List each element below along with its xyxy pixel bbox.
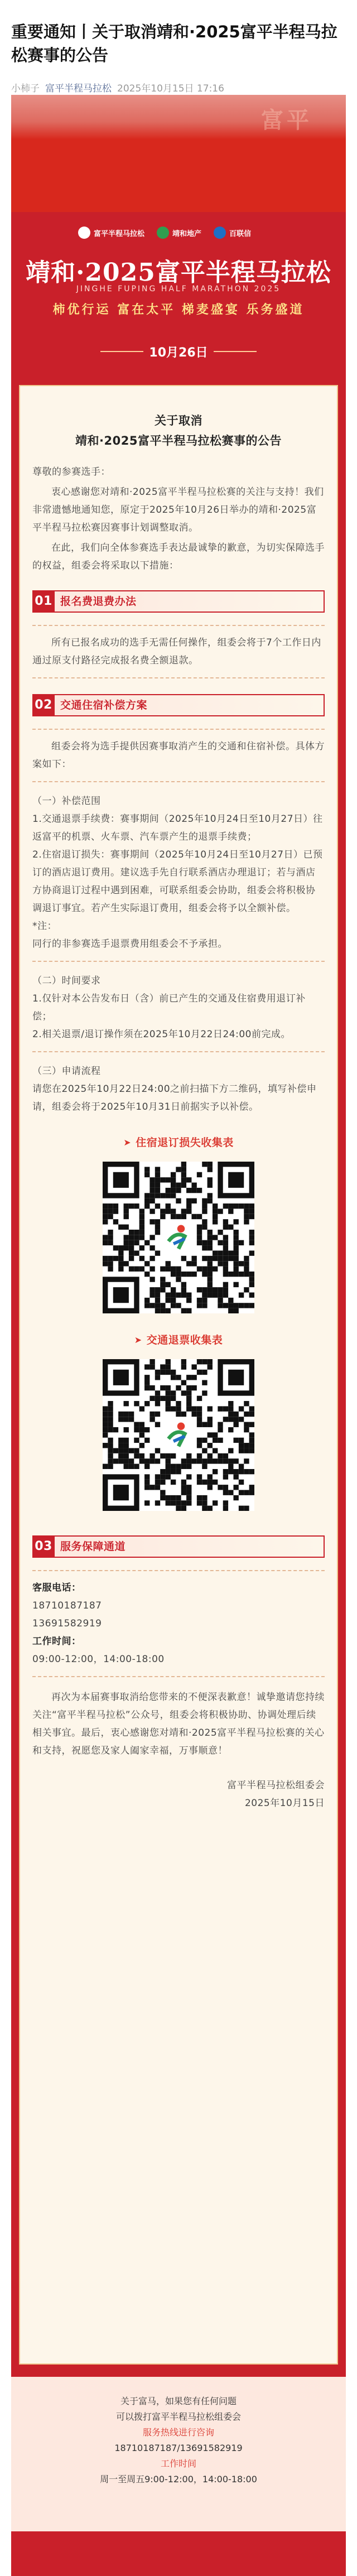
service-time-label: 工作时间：: [32, 1636, 81, 1647]
sign-org: 富平半程马拉松组委会: [227, 1780, 325, 1791]
divider: [32, 1051, 325, 1052]
section-2-intro: 组委会将为选手提供因赛事取消产生的交通和住宿补偿。具体方案如下：: [32, 741, 325, 770]
subsection-2-title: （二）时间要求: [32, 975, 101, 986]
poster-slogan: 柿优行运 富在太平 梯麦盛宴 乐务盛道: [52, 302, 305, 317]
service-phone-label: 客服电话：: [32, 1582, 81, 1593]
paragraph-2: 在此，我们向全体参赛选手表达最诚挚的歉意，为切实保障选手的权益，组委会将采取以下措施：: [32, 542, 325, 571]
event-date: 10月26日: [100, 339, 257, 364]
divider: [32, 677, 325, 678]
section-title: 报名费退费办法: [55, 590, 325, 613]
account-link[interactable]: 富平半程马拉松: [45, 83, 112, 94]
divider: [32, 729, 325, 730]
runner-logo-icon: [162, 1418, 195, 1452]
subsection-3-title: （三）申请流程: [32, 1066, 101, 1077]
logo-bailianxin: 百联信: [214, 227, 251, 239]
footer-phones[interactable]: 18710187187/13691582919: [114, 2443, 243, 2453]
runner-logo-icon: [78, 227, 90, 239]
service-phone-1[interactable]: 18710187187: [32, 1600, 102, 1611]
greeting: 尊敬的参赛选手：: [32, 466, 110, 478]
runner-logo-icon: [162, 1221, 195, 1254]
logo-jinghe: 靖和地产: [157, 227, 201, 239]
notice-poster: [11, 212, 346, 2377]
signature: [32, 1776, 325, 1812]
article-meta: [0, 67, 357, 96]
footer-bar: [11, 2531, 346, 2576]
notice-heading-2: 靖和·2025富平半程马拉松赛事的公告: [75, 434, 282, 447]
subsection-1-item-1: 1.交通退票手续费：赛事期间（2025年10月24日至10月27日）往返富平的机票、火车票、汽车票产生的退票手续费；: [32, 813, 323, 842]
section-1-body: 所有已报名成功的选手无需任何操作，组委会将于7个工作日内通过原支付路径完成报名费全额退款。: [32, 637, 321, 666]
footer-line-5: 工作时间: [160, 2458, 196, 2469]
paragraph-1: 衷心感谢您对靖和·2025富平半程马拉松赛的关注与支持！我们非常遗憾地通知您，原定于2025年10月26日举办的靖和·2025富平半程马拉松赛因赛事计划调整取消。: [32, 487, 324, 533]
logo-marathon: 富平半程马拉松: [78, 227, 144, 239]
arrow-right-icon: ➤: [134, 1335, 142, 1345]
notice-heading-1: 关于取消: [155, 414, 202, 427]
service-phone-2[interactable]: 13691582919: [32, 1618, 102, 1629]
subsection-1-title: （一）补偿范围: [32, 796, 101, 807]
banner-image: [11, 95, 346, 212]
qr-code-hotel[interactable]: [103, 1162, 254, 1313]
subsection-2-item-2: 2.相关退票/退订操作须在2025年10月22日24:00前完成。: [32, 1029, 291, 1040]
article-title: 重要通知丨关于取消靖和·2025富平半程马拉松赛事的公告: [11, 22, 337, 65]
divider: [32, 1570, 325, 1571]
section-3-header: [32, 1535, 325, 1558]
poster-title: 靖和·2025富平半程马拉松: [26, 258, 331, 287]
footer-contact: [11, 2377, 346, 2576]
footer-line-2: 可以拨打富平半程马拉松组委会: [115, 2411, 241, 2422]
section-1-header: [32, 590, 325, 613]
bailianxin-logo-icon: [214, 227, 226, 239]
subsection-1-item-2: 2.住宿退订损失：赛事期间（2025年10月24日至10月27日）已预订的酒店退订费用。建议选手先自行联系酒店办理退订；若与酒店方协商退订过程中遇到困难，可联系组委会协助，组委会将积极协调退订事宜。若产生实际退订费用，组委会将予以全额补偿。: [32, 849, 323, 914]
subsection-3-body: 请您在2025年10月22日24:00之前扫描下方二维码，填写补偿申请，组委会将于2025年10月31日前据实予以补偿。: [32, 1084, 317, 1113]
notice-paper: [19, 385, 338, 2365]
qr-code-transport[interactable]: [103, 1359, 254, 1511]
divider: [32, 1676, 325, 1677]
qr-2-label: ➤ 交通退票收集表: [32, 1331, 325, 1349]
footer-hours: 周一至周五9:00-12:00，14:00-18:00: [100, 2474, 257, 2484]
divider: [32, 781, 325, 782]
sponsor-logos: [78, 227, 251, 239]
sign-date: 2025年10月15日: [244, 1798, 325, 1809]
service-time: 09:00-12:00，14:00-18:00: [32, 1654, 165, 1665]
section-number: 03: [32, 1535, 55, 1558]
banner-deco-text: 富平: [261, 107, 312, 133]
section-title: 交通住宿补偿方案: [55, 694, 325, 716]
section-title: 服务保障通道: [55, 1535, 325, 1558]
closing-paragraph: 再次为本届赛事取消给您带来的不便深表歉意！诚挚邀请您持续关注“富平半程马拉松”公众号，组委会将积极协助、协调处理后续相关事宜。最后，衷心感谢您对靖和·2025富平半程马拉松赛的关心和支持，祝愿您及家人阖家幸福，万事顺意！: [32, 1692, 325, 1756]
subsection-2-item-1: 1.仅针对本公告发布日（含）前已产生的交通及住宿费用退订补偿；: [32, 993, 306, 1022]
qr-1-label: ➤ 住宿退订损失收集表: [32, 1134, 325, 1152]
arrow-right-icon: ➤: [123, 1137, 132, 1148]
divider: [32, 625, 325, 626]
note-label: *注：: [32, 921, 57, 932]
poster-header: [11, 212, 346, 385]
publish-time: 2025年10月15日 17:16: [117, 83, 224, 94]
divider: [32, 961, 325, 962]
author-name: 小柿子: [11, 83, 40, 94]
jinghe-logo-icon: [157, 227, 169, 239]
section-2-header: [32, 694, 325, 716]
footer-line-3: 服务热线进行咨询: [142, 2427, 214, 2438]
poster-en-title: JINGHE FUPING HALF MARATHON 2025: [76, 285, 281, 293]
section-number: 02: [32, 694, 55, 716]
footer-line-1: 关于富马，如果您有任何问题: [120, 2396, 237, 2406]
note-body: 同行的非参赛选手退票费用组委会不予承担。: [32, 938, 228, 950]
section-number: 01: [32, 590, 55, 613]
